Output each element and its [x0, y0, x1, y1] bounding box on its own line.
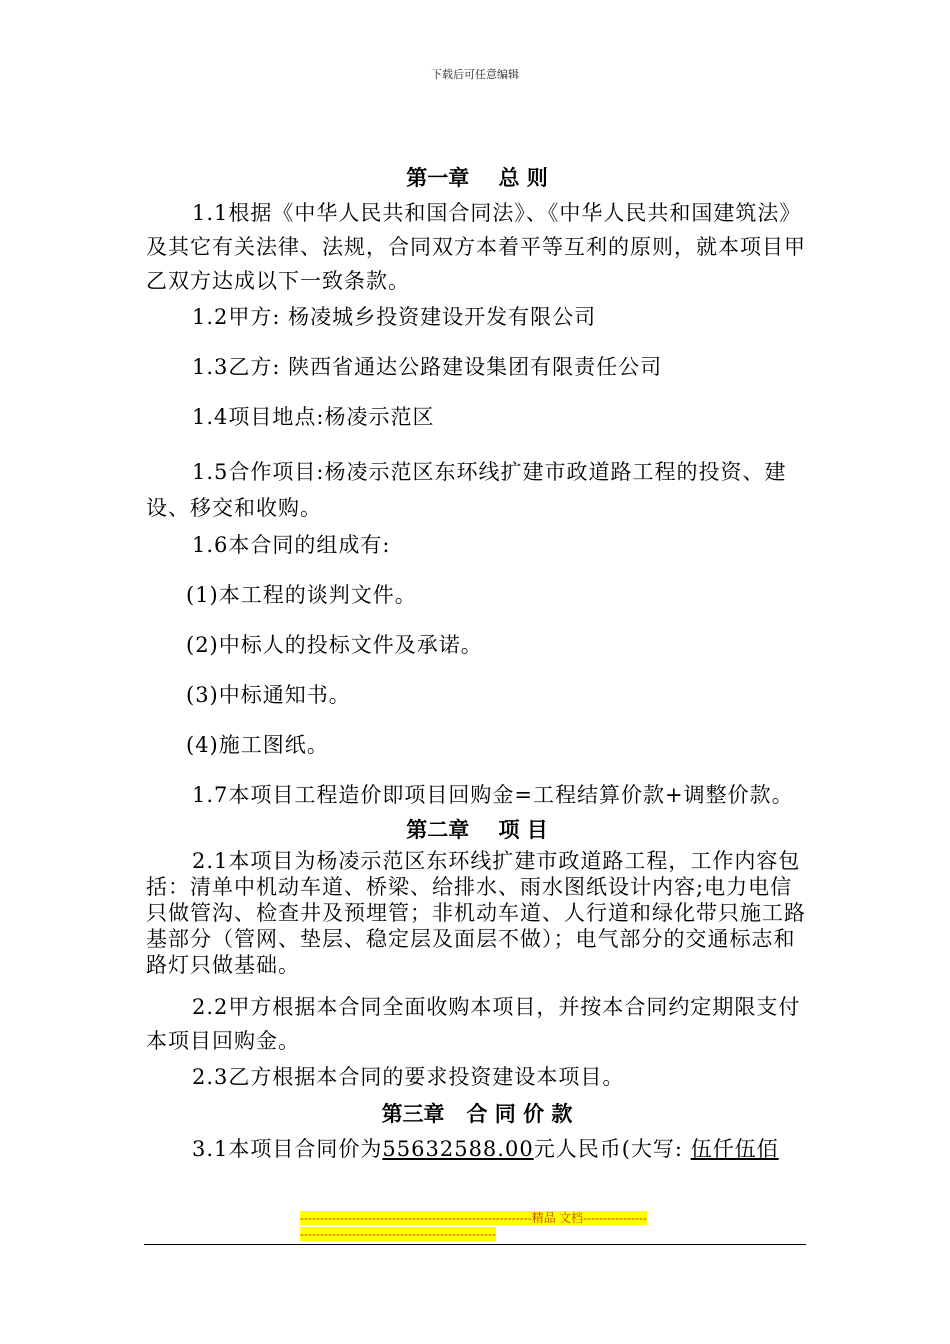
clause-1-5: 1.5合作项目:杨凌示范区东环线扩建市政道路工程的投资、建设、移交和收购。 — [146, 460, 787, 520]
footer-text: ----------------------------------------------------------精品 文档----------------------------------------------------------------- — [300, 1211, 648, 1241]
clause-3-1 — [146, 1136, 808, 1162]
clause-3-1-middle: 元人民币(大写: — [533, 1137, 683, 1161]
footer-rule — [144, 1244, 806, 1245]
chapter-3-title: 第三章 合 同 价 款 — [381, 1101, 573, 1126]
clause-1-7: 1.7本项目工程造价即项目回购金=工程结算价款+调整价款。 — [192, 783, 794, 807]
chapter-1-title: 第一章 总 则 — [406, 165, 548, 190]
clause-1-4: 1.4项目地点:杨凌示范区 — [192, 405, 435, 429]
clause-2-1: 2.1本项目为杨凌示范区东环线扩建市政道路工程，工作内容包括：清单中机动车道、桥梁、给排水、雨水图纸设计内容;电力电信只做管沟、检查井及预埋管；非机动车道、人行道和绿化带只施工路基部分（管网、垫层、稳定层及面层不做）；电气部分的交通标志和路灯只做基础。 — [146, 849, 806, 977]
composition-item-3: (3)中标通知书。 — [186, 683, 351, 707]
clause-1-2: 1.2甲方: 杨凌城乡投资建设开发有限公司 — [192, 305, 597, 329]
clause-3-1-prefix: 3.1本项目合同价为 — [192, 1137, 383, 1161]
clause-1-1: 1.1根据《中华人民共和国合同法》、《中华人民共和国建筑法》及其它有关法律、法规，合同双方本着平等互利的原则，就本项目甲乙双方达成以下一致条款。 — [146, 201, 806, 293]
page-header-note: 下载后可任意编辑 — [431, 68, 519, 81]
footer-watermark — [300, 1210, 648, 1242]
clause-1-6: 1.6本合同的组成有: — [192, 533, 391, 557]
clause-1-3: 1.3乙方: 陕西省通达公路建设集团有限责任公司 — [192, 355, 663, 379]
document-body — [146, 160, 808, 1162]
chapter-2-title: 第二章 项 目 — [406, 817, 548, 842]
clause-2-3: 2.3乙方根据本合同的要求投资建设本项目。 — [192, 1065, 625, 1089]
composition-item-4: (4)施工图纸。 — [186, 733, 329, 757]
composition-item-1: (1)本工程的谈判文件。 — [186, 583, 417, 607]
contract-amount: 55632588.00 — [382, 1137, 534, 1161]
composition-item-2: (2)中标人的投标文件及承诺。 — [186, 633, 483, 657]
contract-amount-words: 伍仟伍佰 — [690, 1137, 779, 1161]
clause-2-2: 2.2甲方根据本合同全面收购本项目，并按本合同约定期限支付本项目回购金。 — [146, 995, 801, 1053]
